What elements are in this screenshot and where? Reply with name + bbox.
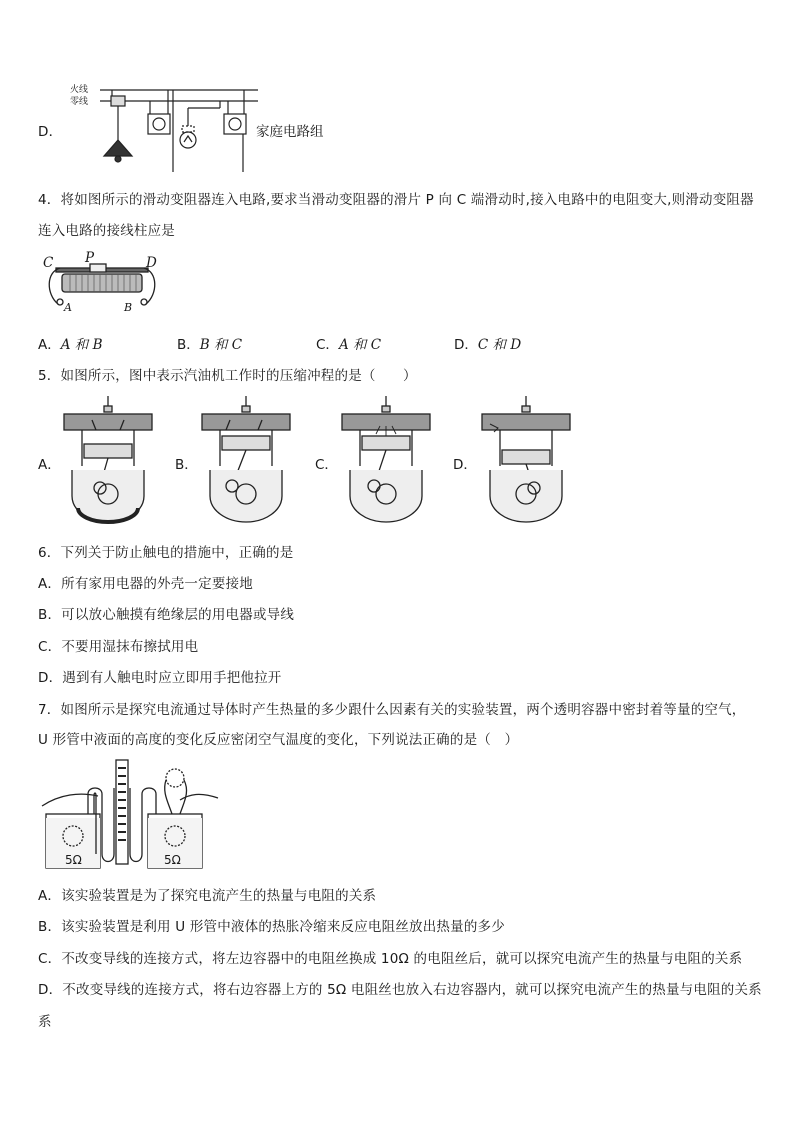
q4-stem-line1: 4．将如图所示的滑动变阻器连入电路,要求当滑动变阻器的滑片 P 向 C 端滑动时,接入电路中的电阻变大,则滑动变阻器 xyxy=(38,192,754,208)
live-wire-label: 火线 xyxy=(70,85,89,95)
q4-option-a[interactable] xyxy=(38,333,103,353)
terminal-b-label: B xyxy=(124,301,133,314)
q7-option-d-wrap: 系 xyxy=(38,1014,52,1030)
engine-stroke-a-diagram xyxy=(58,396,158,521)
household-circuit-caption: 家庭电路组 xyxy=(256,124,324,140)
terminal-c-label: C xyxy=(43,255,54,271)
q6-option-a[interactable]: A．所有家用电器的外壳一定要接地 xyxy=(38,576,253,592)
q6-option-c[interactable]: C．不要用湿抹布擦拭用电 xyxy=(38,639,199,655)
q7-stem-line2: U 形管中液面的高度的变化反应密闭空气温度的变化，下列说法正确的是（ ） xyxy=(38,732,519,748)
left-resistor-label: 5Ω xyxy=(65,853,82,867)
terminal-d-label: D xyxy=(146,255,157,271)
q5-option-a-label[interactable]: A． xyxy=(38,457,61,473)
q5-option-b-label[interactable]: B． xyxy=(175,457,198,473)
slider-p-label: P xyxy=(85,250,95,266)
q4-option-c[interactable] xyxy=(316,333,381,353)
q3-option-d-label: D． xyxy=(38,124,63,140)
q7-option-b[interactable]: B．该实验装置是利用 U 形管中液体的热胀冷缩来反应电阻丝放出热量的多少 xyxy=(38,919,505,935)
q6-stem: 6．下列关于防止触电的措施中，正确的是 xyxy=(38,545,294,561)
q5-option-c-label[interactable]: C． xyxy=(315,457,338,473)
q7-option-d[interactable]: D．不改变导线的连接方式，将右边容器上方的 5Ω 电阻丝也放入右边容器内，就可以探究电流产生的热量与电阻的关系 xyxy=(38,982,762,998)
q4-option-b-text: B 和 C xyxy=(199,337,243,353)
q4-option-d-letter: D． xyxy=(454,337,478,353)
neutral-wire-label: 零线 xyxy=(70,97,89,107)
q4-option-a-letter: A． xyxy=(38,337,61,353)
q7-stem-line1: 7．如图所示是探究电流通过导体时产生热量的多少跟什么因素有关的实验装置，两个透明容器中密封着等量的空气， xyxy=(38,702,746,718)
engine-stroke-c-diagram xyxy=(336,396,436,521)
q4-stem-line2: 连入电路的接线柱应是 xyxy=(38,223,175,239)
q4-option-c-text: A 和 C xyxy=(338,337,382,353)
terminal-a-label: A xyxy=(64,301,72,314)
engine-stroke-d-diagram xyxy=(476,396,576,521)
q5-option-d-label[interactable]: D． xyxy=(453,457,477,473)
q4-option-d-text: C 和 D xyxy=(477,337,522,353)
q4-option-c-letter: C． xyxy=(316,337,339,353)
engine-stroke-b-diagram xyxy=(196,396,296,521)
sliding-rheostat-diagram xyxy=(40,254,160,314)
q5-stem: 5．如图所示，图中表示汽油机工作时的压缩冲程的是（ ） xyxy=(38,368,417,384)
q4-option-d[interactable] xyxy=(454,333,521,353)
right-resistor-label: 5Ω xyxy=(164,853,181,867)
q4-option-a-text: A 和 B xyxy=(60,337,103,353)
q7-option-a[interactable]: A．该实验装置是为了探究电流产生的热量与电阻的关系 xyxy=(38,888,377,904)
q6-option-d[interactable]: D．遇到有人触电时应立即用手把他拉开 xyxy=(38,670,282,686)
q6-option-b[interactable]: B．可以放心触摸有绝缘层的用电器或导线 xyxy=(38,607,295,623)
q7-option-c[interactable]: C．不改变导线的连接方式，将左边容器中的电阻丝换成 10Ω 的电阻丝后，就可以探究电流产生的热量与电阻的关系 xyxy=(38,951,743,967)
q4-option-b[interactable] xyxy=(177,333,242,353)
q4-option-b-letter: B． xyxy=(177,337,200,353)
